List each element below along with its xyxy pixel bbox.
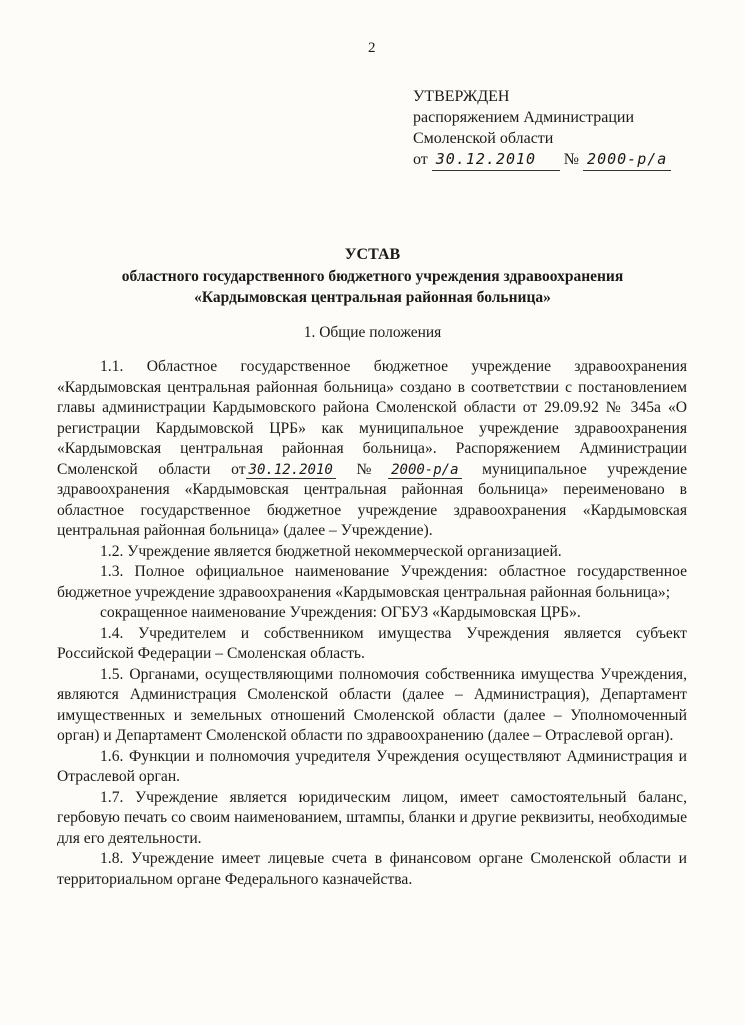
paragraph-1-8: 1.8. Учреждение имеет лицевые счета в финансовом органе Смоленской области и территориальном органе Федерального казначейства. bbox=[57, 850, 687, 888]
approval-heading: УТВЕРЖДЕН bbox=[413, 88, 510, 105]
approval-line-2: Смоленской области bbox=[413, 130, 554, 147]
paragraph-1-3: 1.3. Полное официальное наименование Учреждения: областное государственное бюджетное учреждение здравоохранения «Кардымовская центральная районная больница»; bbox=[57, 563, 687, 601]
document-body bbox=[57, 357, 687, 890]
approval-stamp bbox=[413, 86, 733, 171]
approval-line-1: распоряжением Администрации bbox=[413, 109, 635, 126]
approval-number-label: № bbox=[563, 151, 580, 168]
title-main: УСТАВ bbox=[344, 246, 401, 263]
inline-number-handwritten: 2000-р/а bbox=[388, 462, 461, 479]
approval-date-line bbox=[413, 149, 733, 171]
approval-number-handwritten: 2000-р/а bbox=[583, 149, 671, 171]
paragraph-1-6: 1.6. Функции и полномочия учредителя Учреждения осуществляют Администрация и Отраслевой орган. bbox=[57, 747, 687, 785]
title-line-2: областного государственного бюджетного учреждения здравоохранения bbox=[121, 268, 624, 285]
approval-from-label: от bbox=[413, 151, 428, 168]
paragraph-1-1: 1.1. Областное государственное бюджетное учреждение здравоохранения «Кардымовская центральная районная больница» создано в соответствии с постановлением главы администрации Кардымовского района Смоленской области от 29.09.92 № 345а «О регистрации Кардымовской ЦРБ» как муниципальное учреждение здравоохранения «Кардымовская центральная районная больница». Распоряжением Администрации Смоленской области от 30.12.2010 № 2000-р/а муниципальное учреждение здравоохранения «Кардымовская центральная районная больница» переименовано в областное государственное бюджетное учреждение здравоохранения «Кардымовская центральная районная больница» (далее – Учреждение). bbox=[57, 358, 687, 539]
paragraph-1-3-short: сокращенное наименование Учреждения: ОГБУЗ «Кардымовская ЦРБ». bbox=[100, 604, 581, 621]
approval-date-handwritten: 30.12.2010 bbox=[432, 149, 560, 171]
page-number: 2 bbox=[368, 40, 376, 56]
paragraph-1-7: 1.7. Учреждение является юридическим лицом, имеет самостоятельный баланс, гербовую печать со своим наименованием, штампы, бланки и другие реквизиты, необходимые для его деятельности. bbox=[57, 788, 687, 847]
document-title bbox=[0, 244, 745, 308]
section-heading: 1. Общие положения bbox=[303, 324, 442, 341]
paragraph-1-2: 1.2. Учреждение является бюджетной некоммерческой организацией. bbox=[100, 542, 562, 560]
paragraph-1-5: 1.5. Органами, осуществляющими полномочия собственника имущества Учреждения, являются Администрация Смоленской области (далее – Администрация), Департамент имущественных и земельных отношений Смоленской области (далее – Уполномоченный орган) и Департамент Смоленской области по здравоохранению (далее – Отраслевой орган). bbox=[57, 665, 687, 744]
title-line-3: «Кардымовская центральная районная больница» bbox=[194, 289, 551, 306]
paragraph-1-4: 1.4. Учредителем и собственником имущества Учреждения является субъект Российской Федерации – Смоленская область. bbox=[57, 624, 687, 662]
inline-date-handwritten: 30.12.2010 bbox=[246, 462, 336, 479]
